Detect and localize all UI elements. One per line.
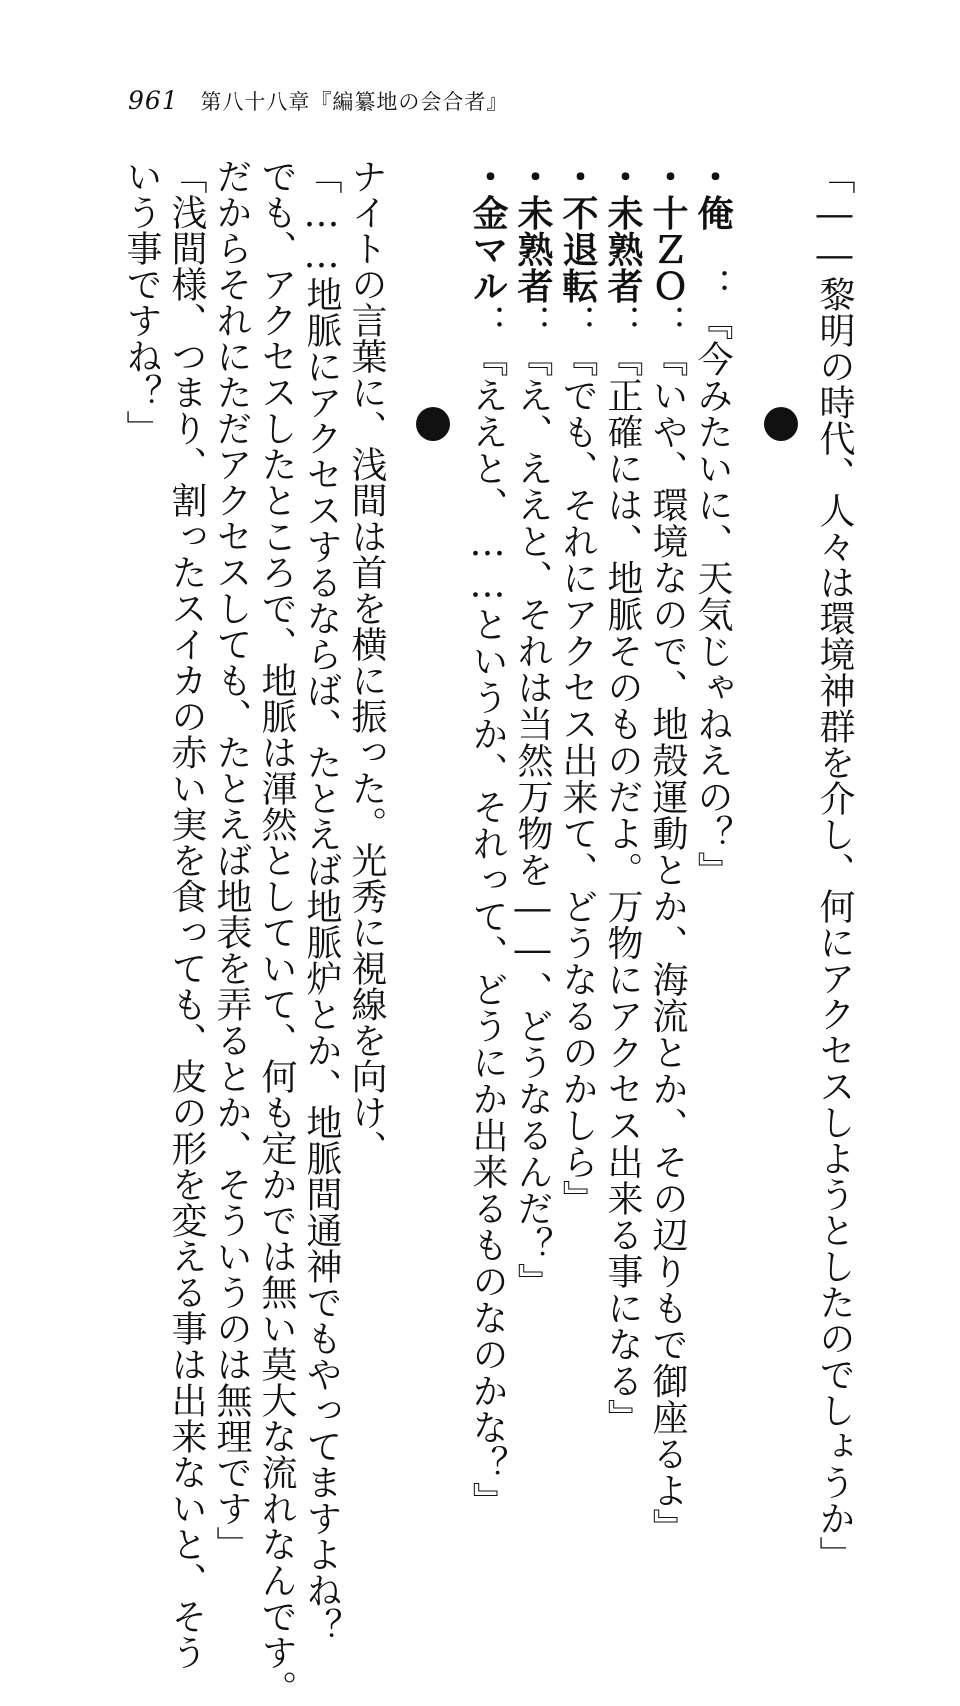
chat-speaker: ・俺: [692, 158, 733, 231]
text-line: いう事ですね？」: [121, 158, 162, 446]
chat-speaker: ・未熟者: [512, 158, 553, 304]
chat-message: ：『今みたいに、天気じゃねえの？』: [692, 231, 733, 888]
section-break-dot: [764, 407, 798, 441]
text-line: ナイトの言葉に、浅間は首を横に振った。光秀に視線を向け、: [346, 158, 387, 1166]
chat-message: ：『いや、環境なので、地殻運動とか、海流とか、その辺りもで御座るよ』: [647, 304, 688, 1545]
chat-line: [510, 158, 554, 1298]
chat-line: [690, 158, 734, 1298]
text-line: 「――黎明の時代、人々は環境神群を介し、何にアクセスしようとしたのでしょうか」: [814, 158, 855, 1572]
page-number: 961: [128, 86, 179, 115]
chat-line: [465, 158, 509, 1519]
chat-speaker: ・未熟者: [602, 158, 643, 304]
running-header: [128, 86, 508, 116]
chat-message: ：『正確には、地脈そのものだよ。万物にアクセス出来る事になる』: [602, 304, 643, 1436]
chapter-title: 第八十八章『編纂地の会合者』: [200, 90, 509, 114]
chat-speaker: ・不退転: [557, 158, 598, 304]
chat-line: [600, 158, 644, 1436]
chat-message: ：『でも、それにアクセス出来て、どうなるのかしら』: [557, 304, 598, 1217]
text-line: でも、アクセスしたところで、地脈は渾然としていて、何も定かでは無い莫大な流れなんです。: [256, 158, 297, 1706]
section-break-dot: [416, 407, 450, 441]
text-line: 「浅間様、つまり、割ったスイカの赤い実を食っても、皮の形を変える事は出来ないと、そう: [166, 158, 207, 1670]
chat-line: [555, 158, 599, 1298]
text-line: 「……地脈にアクセスするならば、たとえば地脈炉とか、地脈間通神でもやってますよね？: [301, 158, 342, 1644]
chat-message: ：『え、ええと、それは当然万物を――、どうなるんだ？』: [512, 304, 553, 1300]
chat-speaker: ・金マル: [467, 158, 508, 304]
chat-message: ：『ええと、……というか、それって、どうにか出来るものなのかな？』: [467, 304, 508, 1519]
text-line: だからそれにただアクセスしても、たとえば地表を弄るとか、そういうのは無理です」: [211, 158, 252, 1562]
chat-speaker: ・十ＺＯ: [647, 158, 688, 304]
chat-line: [645, 158, 689, 1545]
